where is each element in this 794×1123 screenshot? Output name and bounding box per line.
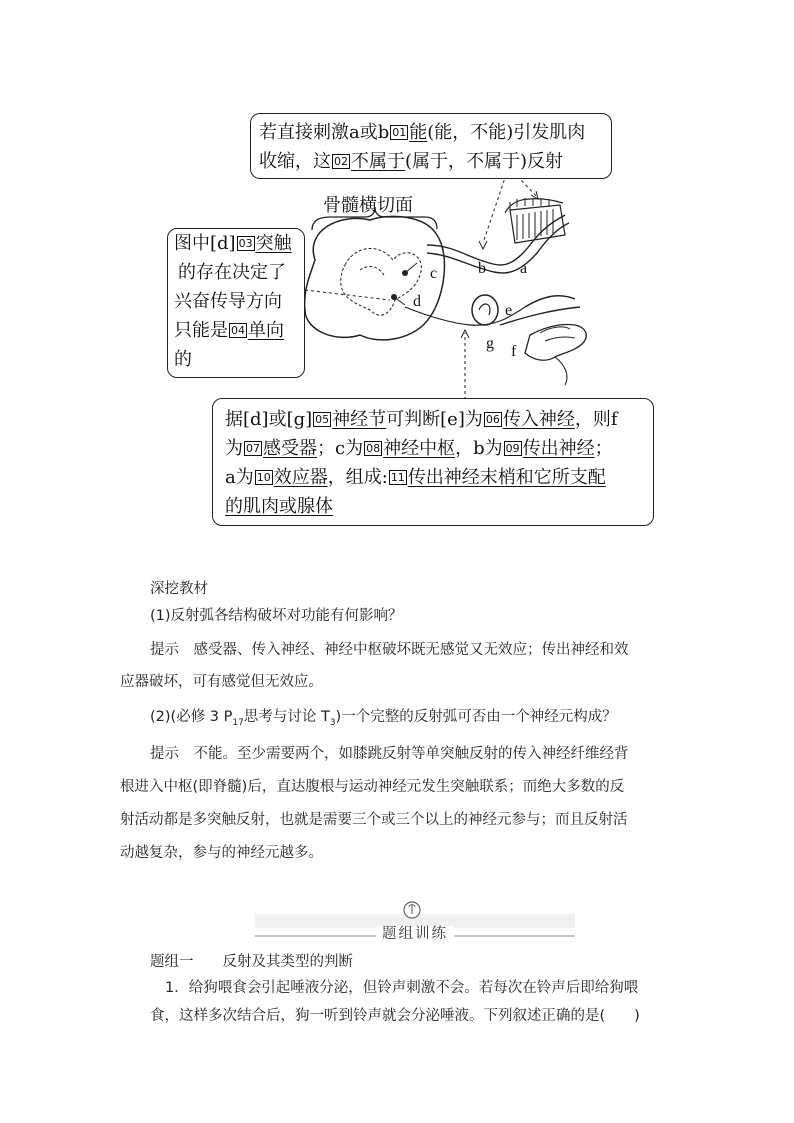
answer-02: 不属于: [351, 151, 405, 172]
left-text-2: 的存在决定了: [178, 262, 286, 283]
left-annotation-box: [167, 228, 305, 378]
blank-number-05: 05: [315, 413, 330, 426]
question-1: (1)反射弧各结构破坏对功能有何影响？: [150, 608, 403, 624]
answer-2-line-1: 提示 不能。至少需要两个，如膝跳反射等单突触反射的传入神经纤维经背: [150, 746, 629, 762]
top-text-1a: 若直接刺激a或b: [259, 122, 390, 143]
bottom-text-2b: ；c为: [317, 438, 364, 459]
blank-number-01: 01: [392, 126, 407, 139]
blank-number-09: 09: [505, 442, 520, 455]
blank-number-11: 11: [390, 471, 405, 484]
blank-number-08: 08: [366, 442, 381, 455]
question-2-b: 思考与讨论 T: [243, 709, 330, 725]
blank-number-04: 04: [231, 324, 245, 337]
exercise-banner: [255, 898, 575, 944]
bottom-text-2d: ；: [594, 438, 613, 459]
answer-09: 传出神经: [522, 438, 595, 459]
bottom-text-1b: 可判断[e]为: [386, 409, 483, 430]
answer-06: 传入神经: [502, 409, 575, 430]
answer-2-line-4: 动越复杂，参与的神经元越多。: [120, 845, 323, 861]
question-3-line-2: 食，这样多次结合后，狗一听到铃声就会分泌唾液。下列叙述正确的是( ): [150, 1008, 640, 1024]
answer-1-line-1: 提示 感受器、传入神经、神经中枢破坏既无感觉又无效应；传出神经和效: [150, 642, 629, 658]
blank-number-02: 02: [334, 155, 348, 168]
top-text-1b: (能，不能)引发肌肉: [427, 122, 586, 143]
label-d: d: [413, 293, 421, 310]
answer-2-line-3: 射活动都是多突触反射，也就是需要三个或三个以上的神经元参与；而且反射活: [120, 812, 628, 828]
bottom-text-1c: ，则f: [574, 409, 618, 430]
answer-03: 突触: [255, 233, 292, 254]
top-text-2b: (属于，不属于)反射: [405, 151, 564, 172]
left-text-4a: 只能是: [174, 320, 228, 341]
blank-number-06: 06: [485, 413, 500, 426]
label-b: b: [478, 260, 486, 277]
left-text-1a: 图中[d]: [174, 233, 236, 254]
label-g: g: [486, 335, 494, 352]
bottom-text-3a: a为: [225, 467, 254, 488]
bottom-text-2a: 为: [225, 438, 243, 459]
label-e: e: [505, 302, 513, 319]
label-a: a: [520, 260, 528, 277]
blank-number-10: 10: [256, 471, 271, 484]
answer-2-line-2: 根进入中枢(即脊髓)后，直达腹根与运动神经元发生突触联系；而绝大多数的反: [120, 779, 625, 795]
answer-05: 神经节: [332, 409, 387, 430]
label-f: f: [511, 343, 517, 360]
question-2-a: (2)(必修 3 P: [150, 709, 233, 725]
top-text-2a: 收缩，这: [259, 151, 331, 172]
blank-number-03: 03: [238, 237, 253, 250]
spinal-cord-label: 骨髓横切面: [323, 195, 413, 216]
question-3-line-1: 1．给狗喂食会引起唾液分泌，但铃声刺激不会。若每次在铃声后即给狗喂: [165, 980, 639, 996]
reflex-arc-figure: [165, 95, 685, 535]
top-annotation-box: [250, 113, 612, 179]
left-text-5: 的: [174, 349, 192, 370]
section-title: 深挖教材: [150, 581, 208, 597]
answer-11b: 的肌肉或腺体: [225, 496, 333, 517]
answer-11a: 传出神经末梢和它所支配: [407, 467, 606, 488]
question-2-sub2: 3: [329, 717, 336, 728]
label-c: c: [430, 265, 438, 282]
blank-number-07: 07: [246, 442, 260, 455]
bottom-annotation-box: [212, 398, 654, 526]
bottom-text-3b: ，组成:: [327, 467, 388, 488]
answer-1-line-2: 应器破坏，可有感觉但无效应。: [120, 674, 323, 690]
question-2-sub: 17: [232, 717, 244, 728]
question-2-c: )一个完整的反射弧可否由一个神经元构成？: [335, 709, 617, 725]
banner-title: 题组训练: [376, 926, 454, 942]
bottom-text-2c: ，b为: [455, 438, 503, 459]
answer-08: 神经中枢: [383, 438, 456, 459]
answer-01: 能: [409, 122, 428, 143]
answer-04: 单向: [248, 320, 284, 341]
left-text-3: 兴奋传导方向: [174, 291, 282, 312]
answer-10: 效应器: [273, 467, 328, 488]
bottom-text-1a: 据[d]或[g]: [225, 409, 313, 430]
answer-07: 感受器: [263, 438, 317, 459]
group-title: 题组一 反射及其类型的判断: [150, 954, 353, 970]
